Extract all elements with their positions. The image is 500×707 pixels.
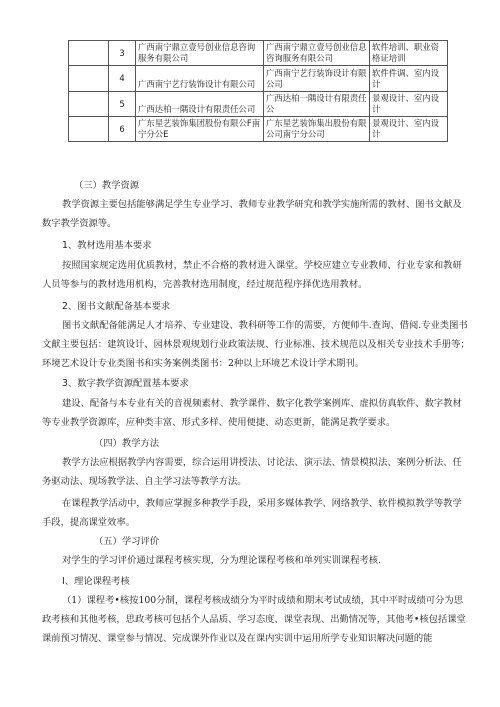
table-cell-coop: 广西南宁艺行装饰设计有限公司 [264, 66, 370, 92]
subsection-title-digital: 3、数字教学资源配置基本要求 [62, 378, 189, 389]
table-row [69, 117, 448, 142]
paragraph-evaluation-intro: 对学生的学习评价通过课程考核实现，分为理论课程考核和单列实训课程考核. [62, 555, 382, 566]
table-cell-partner: 广东星艺装饰集团股份有限公F南宁分公E [136, 117, 264, 142]
paragraph-methods-2: 在课程教学活动中，教师应掌握多种教学手段，采用多媒体教学、网络教学、软件模拟教学等教学手段，提高课堂效率。 [42, 498, 462, 528]
subsection-title-theory-assessment: I、理论课程考核 [62, 576, 130, 587]
table-cell-blank [69, 117, 109, 142]
paragraph-library: 图书文献配备能满足人才培养、专业建设、教科研等工作的需要，方便师牛.查询、借阅.专业类图书文献主要包括：建筑设计、园林景观规划行业政策法规、行业标准、技术规范以及相关专业技术手册等；环境艺术设计专业类图书和实务案例类图书：2种以上环境艺术设计学术期刊。 [42, 320, 470, 369]
subsection-title-textbook: 1、教材选用基本要求 [62, 240, 152, 251]
table-cell-coop: 广西达柏一隅设计有限责任公 [264, 92, 370, 117]
table-cell-blank [69, 92, 109, 117]
table-row [69, 66, 448, 92]
paragraph-resources-intro: 教学资源主要包括能够满足学生专业学习、教师专业教学研究和教学实施所需的教材、图书文献及数字教学资源等。 [42, 199, 462, 229]
table-cell-content: 景观设计、室内设计 [370, 117, 448, 142]
table-cell-content: 软件件调、室内设计 [370, 66, 448, 92]
paragraph-theory-assessment: （1）课程考•核按100分制，课程考核成绩分为平时成绩和期末考试成绩，其中平时成绩可分为思政考核和其他考核，思政考核可包括个人品质、学习态度、课堂表现、出勤情况等，其他考•核包括课堂课前预习情况、课堂参与情况、完成课外作业以及在课内实训中运用所学专业知识解决问题的能 [42, 595, 466, 644]
table-cell-coop: 广西南宁鼎立壹号创业信息咨询服务有限公司 [264, 41, 370, 66]
section-title-teaching-methods: （四）教学方法 [94, 438, 160, 449]
table-cell-partner: 广西南宁鼎立壹号创业信息咨询服务有限公司 [136, 41, 264, 66]
section-title-teaching-resources: （三）教学资源 [74, 180, 140, 191]
table-cell-blank [69, 66, 109, 92]
paragraph-textbook: 按照国家规定选用优质教材，禁止不合格的教材进入课堂。学校应建立专业教师、行业专家和教研人员等参与的教材选用机构，完善教材选用制度，经过规范程序择优选用教材。 [42, 260, 462, 290]
table-cell-no: 4 [109, 66, 136, 92]
section-title-evaluation: （五）学习评价 [94, 536, 160, 547]
table-cell-content: 软件培训、职业资格证培训 [370, 41, 448, 66]
table-cell-no: 3 [109, 41, 136, 66]
table-cell-no: 6 [109, 117, 136, 142]
table-cell-blank [69, 41, 109, 66]
partner-table [68, 40, 448, 142]
table-cell-no: 5 [109, 92, 136, 117]
paragraph-methods-1: 教学方法应根据教学内容需要，综合运用讲授法、讨论法、演示法、情景模拟法、案例分析法、任务驱动法、现场教学法、自主学习法等教学方法。 [42, 457, 462, 487]
table-cell-content: 景观设计、室内设计 [370, 92, 448, 117]
table-row [69, 92, 448, 117]
partner-table-body [69, 41, 448, 142]
table-cell-partner: 广西达柏一隅设计有限责任公司 [136, 92, 264, 117]
table-row [69, 41, 448, 66]
table-cell-partner: 广西南宁艺行装饰设计有限公司 [136, 66, 264, 92]
subsection-title-library: 2、图书文献配备基本要求 [62, 301, 171, 312]
table-cell-coop: 广东星艺装饰集出股份有限公司南宁分公司 [264, 117, 370, 142]
paragraph-digital: 建设、配备与本专业有关的音视频素材、教学课件、数字化教学案例库、虚拟仿真软件、数字教材等专业教学资源库，应种类丰富、形式多样、使用便捷、动态更新，能满足教学要求。 [42, 398, 462, 428]
